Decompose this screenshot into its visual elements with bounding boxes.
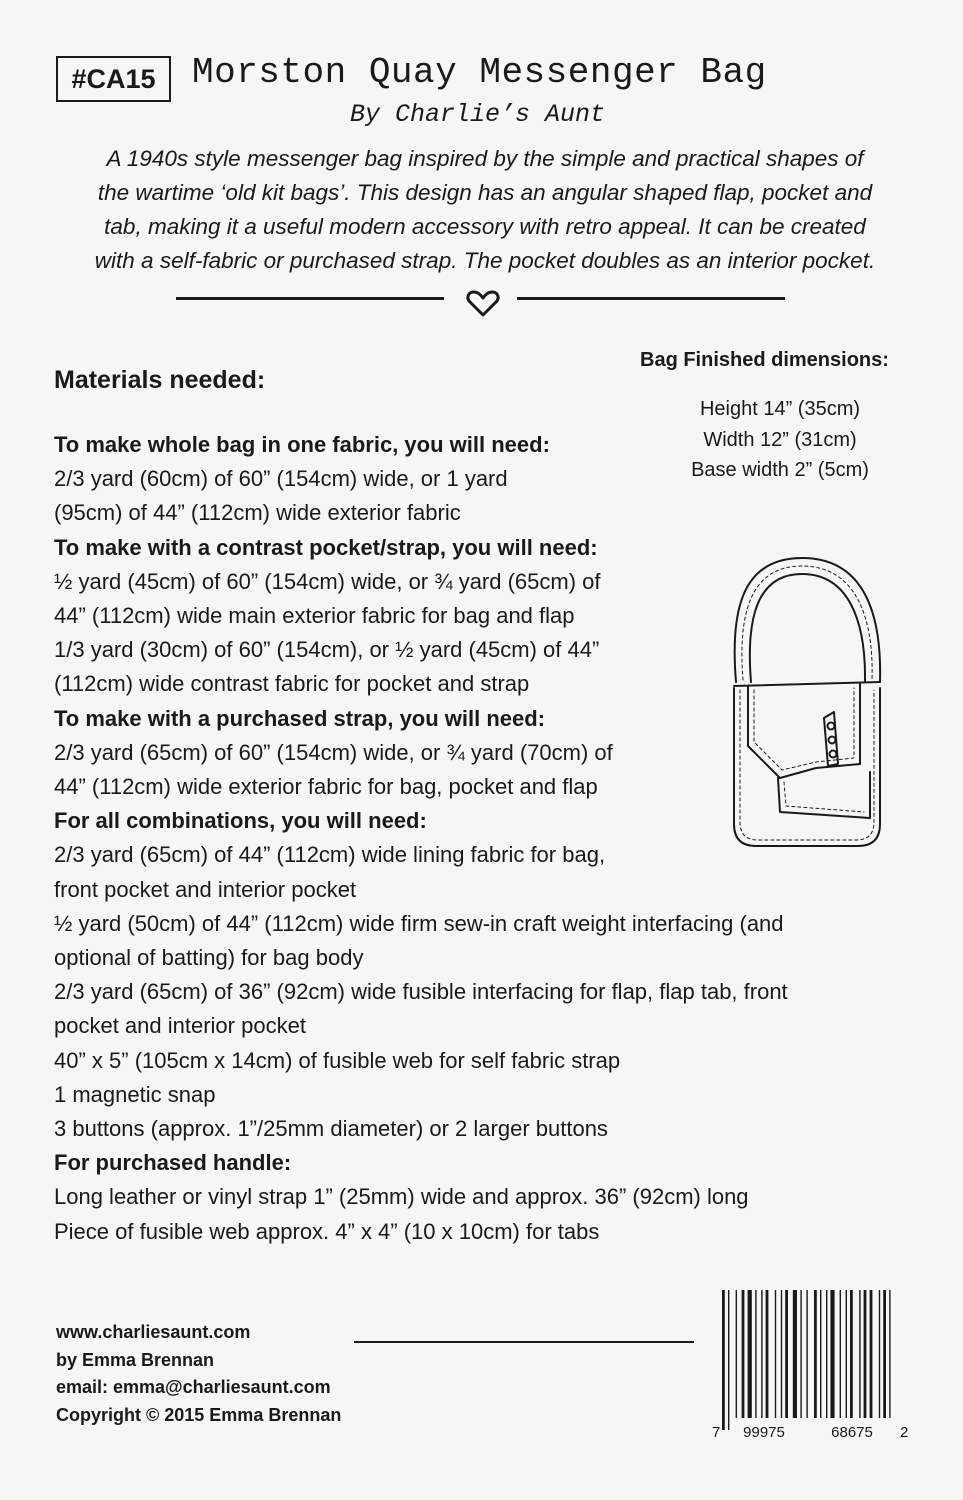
barcode-bar <box>814 1290 817 1418</box>
section-heading: To make with a contrast pocket/strap, you will need: <box>54 534 598 560</box>
material-line: 2/3 yard (60cm) of 60” (154cm) wide, or 1 yard <box>54 466 508 492</box>
material-line: 1/3 yard (30cm) of 60” (154cm), or ½ yard (45cm) of 44” <box>54 637 600 663</box>
barcode-bar <box>761 1290 762 1418</box>
divider-right <box>517 297 785 300</box>
barcode-bar <box>846 1290 847 1418</box>
barcode-bar <box>785 1290 788 1418</box>
dimension-height: Height 14” (35cm) <box>699 398 861 420</box>
material-line: ½ yard (50cm) of 44” (112cm) wide firm sew-in craft weight interfacing (and <box>54 910 784 936</box>
footer-info <box>56 1319 341 1429</box>
section-heading: To make with a purchased strap, you will need: <box>54 705 546 731</box>
intro-paragraph <box>40 142 930 278</box>
barcode-bar <box>870 1290 873 1418</box>
section-heading: For purchased handle: <box>54 1150 292 1176</box>
barcode-digit-last: 2 <box>900 1424 908 1441</box>
barcode-bar <box>755 1290 756 1418</box>
intro-line: the wartime ‘old kit bags’. This design has an angular shaped flap, pocket and <box>97 180 873 205</box>
material-line: Long leather or vinyl strap 1” (25mm) wide and approx. 36” (92cm) long <box>54 1184 749 1210</box>
material-line: 2/3 yard (65cm) of 44” (112cm) wide lining fabric for bag, <box>54 842 606 868</box>
barcode-bar <box>793 1290 797 1418</box>
copyright-notice: Copyright © 2015 Emma Brennan <box>56 1404 342 1425</box>
barcode <box>712 1290 908 1444</box>
barcode-bar <box>850 1290 853 1418</box>
barcode-bar <box>781 1290 782 1418</box>
barcode-bar <box>800 1290 801 1418</box>
barcode-bar <box>766 1290 769 1418</box>
material-line: 3 buttons (approx. 1”/25mm diameter) or 2 larger buttons <box>54 1116 608 1142</box>
barcode-bar <box>830 1290 834 1418</box>
dimension-width: Width 12” (31cm) <box>703 428 857 451</box>
barcode-group-right: 68675 <box>831 1424 873 1441</box>
section-heading: For all combinations, you will need: <box>54 808 427 834</box>
intro-line: tab, making it a useful modern accessory with retro appeal. It can be created <box>104 214 866 239</box>
material-line: pocket and interior pocket <box>54 1013 306 1039</box>
material-line: front pocket and interior pocket <box>54 876 357 902</box>
material-line: 2/3 yard (65cm) of 36” (92cm) wide fusible interfacing for flap, flap tab, front <box>54 979 788 1005</box>
footer-divider <box>354 1341 694 1343</box>
barcode-bar <box>775 1290 776 1418</box>
heart-icon <box>466 289 500 319</box>
barcode-digit-first: 7 <box>712 1424 721 1441</box>
dimensions-list <box>660 394 900 486</box>
material-line: (95cm) of 44” (112cm) wide exterior fabric <box>54 500 461 526</box>
barcode-bar <box>820 1290 821 1418</box>
divider-left <box>176 297 444 300</box>
barcode-bar <box>879 1290 880 1418</box>
section-heading: To make whole bag in one fabric, you will need: <box>54 432 550 457</box>
barcode-bar <box>722 1290 725 1430</box>
barcode-bar <box>742 1290 745 1418</box>
material-line: 44” (112cm) wide main exterior fabric for bag and flap <box>54 603 575 629</box>
barcode-bar <box>728 1290 729 1430</box>
pattern-code: #CA15 <box>56 56 171 102</box>
material-line: 2/3 yard (65cm) of 60” (154cm) wide, or ¾ yard (70cm) of <box>54 739 613 765</box>
materials-heading: Materials needed: <box>54 366 266 394</box>
material-line: 1 magnetic snap <box>54 1081 216 1107</box>
intro-line: with a self-fabric or purchased strap. The pocket doubles as an interior pocket. <box>94 248 876 273</box>
barcode-bar <box>806 1290 807 1418</box>
barcode-bar <box>826 1290 827 1418</box>
dimension-base: Base width 2” (5cm) <box>691 459 869 481</box>
pattern-title: Morston Quay Messenger Bag <box>192 52 767 93</box>
barcode-bar <box>864 1290 867 1418</box>
barcode-bar <box>736 1290 737 1418</box>
material-line: 40” x 5” (105cm x 14cm) of fusible web for self fabric strap <box>54 1047 621 1073</box>
pattern-byline: By Charlie’s Aunt <box>350 100 606 129</box>
material-line: Piece of fusible web approx. 4” x 4” (10 x 10cm) for tabs <box>54 1218 600 1244</box>
barcode-bar <box>889 1290 890 1418</box>
material-line: optional of batting) for bag body <box>54 945 364 971</box>
bag-illustration <box>720 550 890 860</box>
barcode-bar <box>883 1290 886 1418</box>
dimensions-heading: Bag Finished dimensions: <box>640 349 889 371</box>
email-address[interactable]: email: emma@charliesaunt.com <box>56 1377 331 1398</box>
material-line: 44” (112cm) wide exterior fabric for bag, pocket and flap <box>54 774 598 800</box>
barcode-bar <box>840 1290 841 1418</box>
barcode-bar <box>748 1290 752 1418</box>
barcode-bar <box>859 1290 860 1418</box>
material-line: ½ yard (45cm) of 60” (154cm) wide, or ¾ yard (65cm) of <box>54 568 601 594</box>
website-link[interactable]: www.charliesaunt.com <box>56 1322 251 1342</box>
author-credit: by Emma Brennan <box>56 1349 215 1370</box>
barcode-group-left: 99975 <box>743 1424 785 1441</box>
intro-line: A 1940s style messenger bag inspired by the simple and practical shapes of <box>106 146 864 171</box>
material-line: (112cm) wide contrast fabric for pocket and strap <box>54 671 530 697</box>
